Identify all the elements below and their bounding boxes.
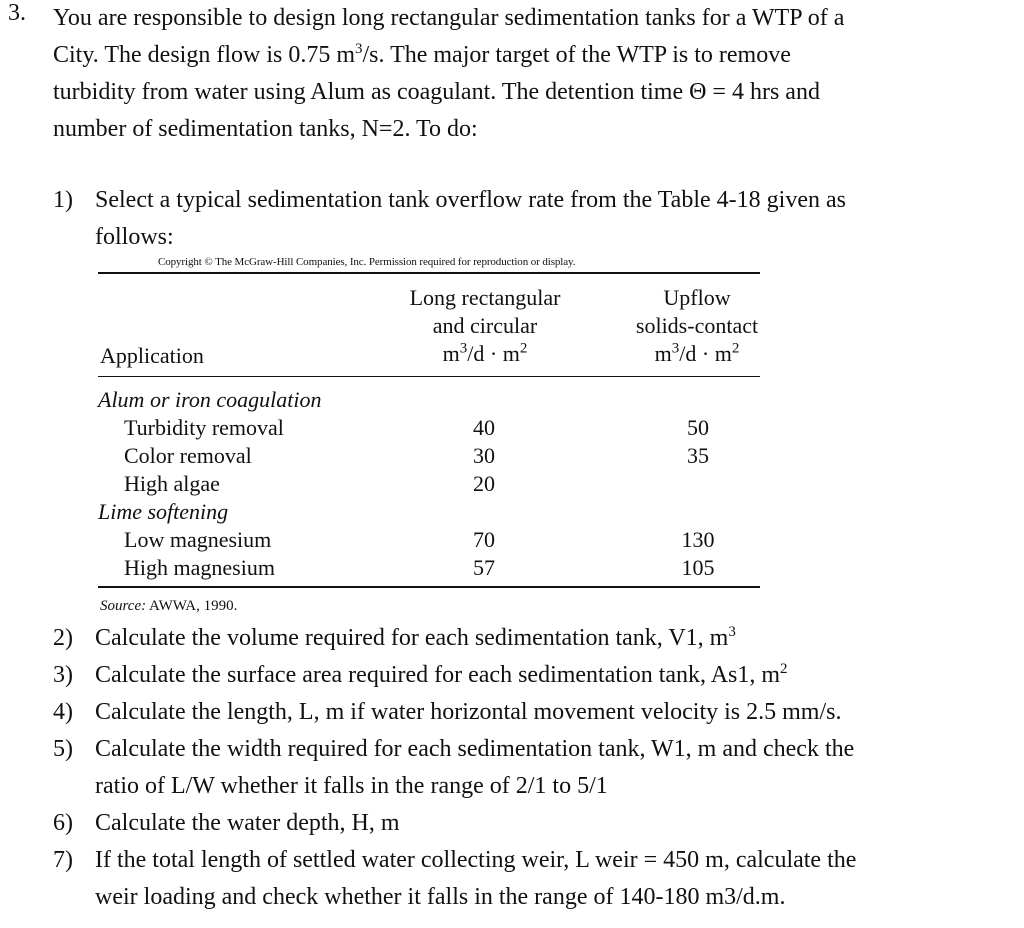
task-5: [53, 731, 993, 805]
task-4: [53, 694, 993, 731]
cell-value: 30: [473, 443, 495, 468]
task-text: Calculate the width required for each sedimentation tank, W1, m and check the ratio of L/W whether it falls in the range of 2/1 to 5/1: [95, 736, 855, 799]
cell-value: 57: [473, 555, 495, 580]
task-text: Calculate the length, L, m if water horizontal movement velocity is 2.5 mm/s.: [95, 699, 842, 725]
task-number: 6): [53, 810, 73, 836]
task-7: [53, 842, 993, 916]
task-text: Calculate the volume required for each sedimentation tank, V1, $m^3$: [95, 624, 736, 651]
row-label: Low magnesium: [124, 527, 272, 552]
intro-line: turbidity from water using Alum as coagulant. The detention time Θ = 4 hrs and: [53, 79, 820, 105]
table-header-rule: [98, 376, 760, 377]
table-bottom-rule: [98, 586, 760, 588]
task-2: [53, 620, 993, 657]
task-number: 3): [53, 662, 73, 688]
task-text: Calculate the water depth, H, m: [95, 810, 400, 836]
question-intro: [53, 0, 993, 148]
cell-value: 105: [681, 555, 715, 580]
task-text: Select a typical sedimentation tank overflow rate from the Table 4-18 given as follows:: [95, 187, 846, 250]
row-label: Color removal: [124, 443, 252, 468]
table-copyright: Copyright © The McGraw-Hill Companies, Inc. Permission required for reproduction or display.: [158, 256, 576, 268]
header-application: Application: [100, 343, 204, 368]
cell-value: 130: [681, 527, 715, 552]
intro-line: City. The design flow is 0.75 $m^3/s$. The major target of the WTP is to remove: [53, 41, 791, 68]
table-top-rule: [98, 272, 760, 274]
row-label: High magnesium: [124, 555, 275, 580]
task-3: [53, 657, 993, 694]
table-source: Source: AWWA, 1990.: [100, 598, 238, 614]
task-number: 2): [53, 625, 73, 651]
group-heading: Alum or iron coagulation: [98, 387, 322, 412]
row-label: Turbidity removal: [124, 415, 284, 440]
cell-value: 50: [687, 415, 709, 440]
cell-value: 20: [473, 471, 495, 496]
task-number: 4): [53, 699, 73, 725]
task-1: [53, 182, 993, 256]
task-number: 5): [53, 736, 73, 762]
task-number: 7): [53, 847, 73, 873]
task-number: 1): [53, 187, 73, 213]
header-long-rectangular: Long rectangular and circular $m^3/d \cdot m^2$: [409, 285, 561, 366]
task-text: Calculate the surface area required for each sedimentation tank, As1, $m^2$: [95, 661, 788, 688]
task-text: If the total length of settled water collecting weir, L weir = 450 m, calculate the weir loading and check whether it falls in the range of 140-180 m3/d.m.: [95, 847, 857, 910]
header-upflow: Upflow solids-contact $m^3/d \cdot m^2$: [635, 285, 759, 366]
group-heading: Lime softening: [98, 499, 229, 524]
cell-value: 70: [473, 527, 495, 552]
intro-line: You are responsible to design long rectangular sedimentation tanks for a WTP of a: [53, 5, 845, 31]
cell-value: 40: [473, 415, 495, 440]
question-number: 3.: [8, 0, 26, 26]
row-label: High algae: [124, 471, 220, 496]
cell-value: 35: [687, 443, 709, 468]
intro-line: number of sedimentation tanks, N=2. To do:: [53, 116, 478, 142]
task-6: [53, 805, 993, 842]
